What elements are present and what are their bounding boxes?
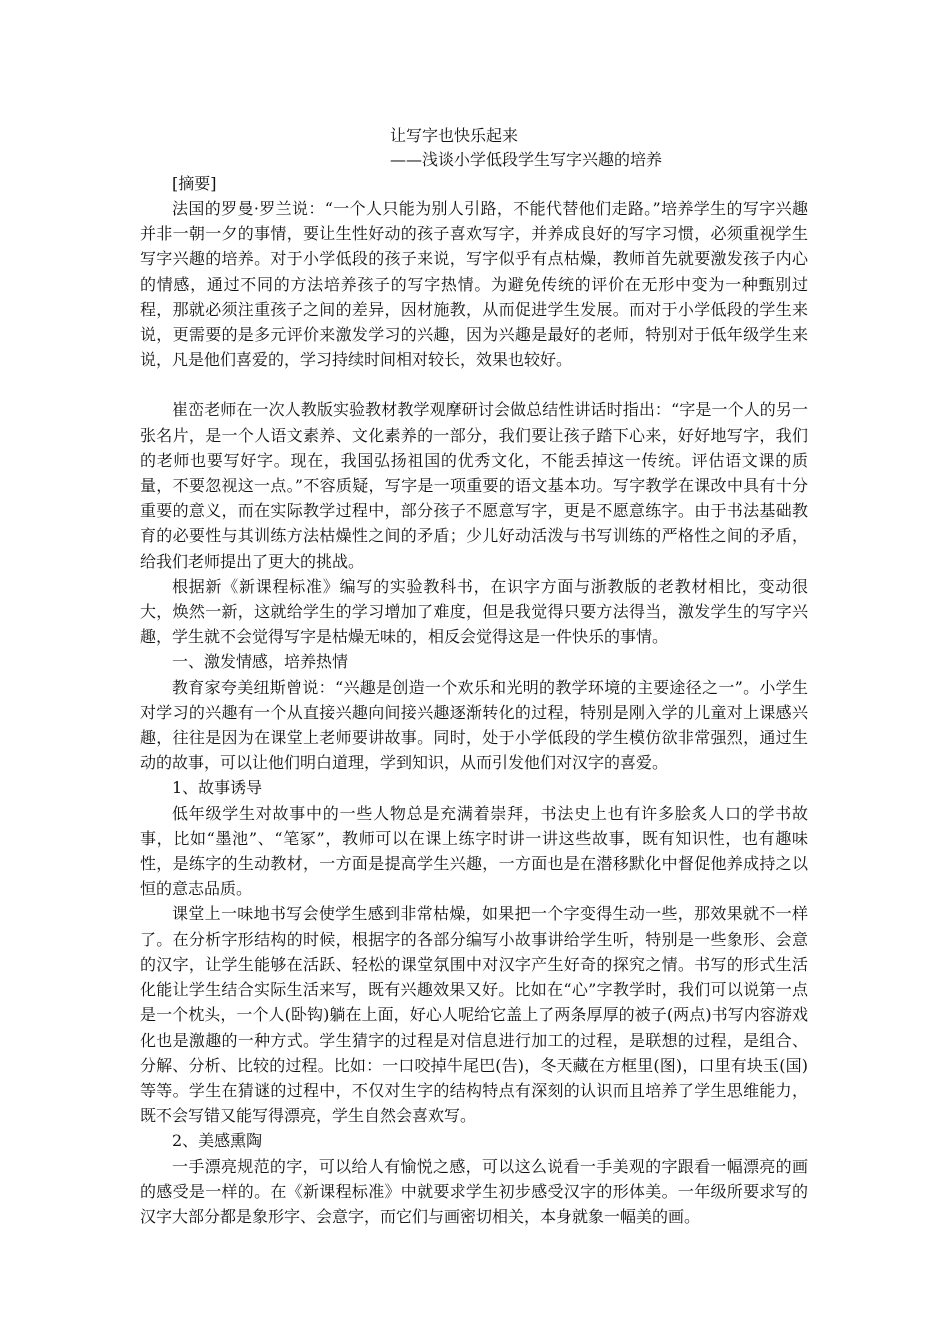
body-paragraph: 低年级学生对故事中的一些人物总是充满着崇拜，书法史上也有许多脍炙人口的学书故事，比如“墨池”、“笔冢”，教师可以在课上练字时讲一讲这些故事，既有知识性，也有趣味性，是练字的生动教材，一方面是提高学生兴趣，一方面也是在潜移默化中督促他养成持之以恒的意志品质。	[140, 803, 808, 899]
body-paragraph: 崔峦老师在一次人教版实验教材教学观摩研讨会做总结性讲话时指出：“字是一个人的另一张名片，是一个人语文素养、文化素养的一部分，我们要让孩子踏下心来，好好地写字，我们的老师也要写好字。现在，我国弘扬祖国的优秀文化，不能丢掉这一传统。评估语文课的质量，不要忽视这一点。”不容质疑，写字是一项重要的语文基本功。写字教学在课改中具有十分重要的意义，而在实际教学过程中，部分孩子不愿意写字，更是不愿意练字。由于书法基础教育的必要性与其训练方法枯燥性之间的矛盾；少儿好动活泼与书写训练的严格性之间的矛盾，给我们老师提出了更大的挑战。	[140, 400, 808, 571]
subsection-heading: 2、美感熏陶	[172, 1131, 263, 1151]
body-paragraph: 课堂上一味地书写会使学生感到非常枯燥，如果把一个字变得生动一些，那效果就不一样了。在分析字形结构的时候，根据字的各部分编写小故事讲给学生听，特别是一些象形、会意的汉字，让学生能够在活跃、轻松的课堂氛围中对汉字产生好奇的探究之情。书写的形式生活化能让学生结合实际生活来写，既有兴趣效果又好。比如在“心”字教学时，我们可以说第一点是一个枕头，一个人(卧钩)躺在上面，好心人呢给它盖上了两条厚厚的被子(两点)书写内容游戏化也是激趣的一种方式。学生猜字的过程是对信息进行加工的过程，是联想的过程，是组合、分解、分析、比较的过程。比如：一口咬掉牛尾巴(告)，冬天藏在方框里(图)，口里有块玉(国)等等。学生在猜谜的过程中，不仅对生字的结构特点有深刻的认识而且培养了学生思维能力，既不会写错又能写得漂亮，学生自然会喜欢写。	[140, 904, 808, 1126]
blank-line	[140, 372, 808, 397]
body-paragraph: 根据新《新课程标准》编写的实验教科书，在识字方面与浙教版的老教材相比，变动很大，焕然一新，这就给学生的学习增加了难度，但是我觉得只要方法得当，激发学生的写字兴趣，学生就不会觉得写字是枯燥无味的，相反会觉得这是一件快乐的事情。	[140, 576, 808, 647]
document-page	[140, 124, 808, 1229]
body-paragraph: 一手漂亮规范的字，可以给人有愉悦之感，可以这么说看一手美观的字跟看一幅漂亮的画的感受是一样的。在《新课程标准》中就要求学生初步感受汉字的形体美。一年级所要求写的汉字大部分都是象形字、会意字，而它们与画密切相关，本身就象一幅美的画。	[140, 1156, 808, 1226]
subsection-heading: 1、故事诱导	[172, 778, 263, 798]
abstract-paragraph: 法国的罗曼·罗兰说：“一个人只能为别人引路，不能代替他们走路。”培养学生的写字兴趣并非一朝一夕的事情，要让生性好动的孩子喜欢写字，并养成良好的写字习惯，必须重视学生写字兴趣的培养。对于小学低段的孩子来说，写字似乎有点枯燥，教师首先就要激发孩子内心的情感，通过不同的方法培养孩子的写字热情。为避免传统的评价在无形中变为一种甄别过程，那就必须注重孩子之间的差异，因材施教，从而促进学生发展。而对于小学低段的学生来说，更需要的是多元评价来激发学习的兴趣，因为兴趣是最好的老师，特别对于低年级学生来说，凡是他们喜爱的，学习持续时间相对较长，效果也较好。	[140, 199, 808, 370]
document-subtitle: ——浅谈小学低段学生写字兴趣的培养	[390, 150, 663, 169]
abstract-label: [摘要]	[172, 174, 217, 193]
document-title: 让写字也快乐起来	[390, 126, 519, 145]
body-paragraph: 教育家夸美纽斯曾说：“兴趣是创造一个欢乐和光明的教学环境的主要途径之一”。小学生对学习的兴趣有一个从直接兴趣向间接兴趣逐渐转化的过程，特别是刚入学的儿童对上课感兴趣，往往是因为在课堂上老师要讲故事。同时，处于小学低段的学生模仿欲非常强烈，通过生动的故事，可以让他们明白道理，学到知识，从而引发他们对汉字的喜爱。	[140, 677, 808, 773]
section-heading: 一、激发情感，培养热情	[172, 652, 349, 672]
